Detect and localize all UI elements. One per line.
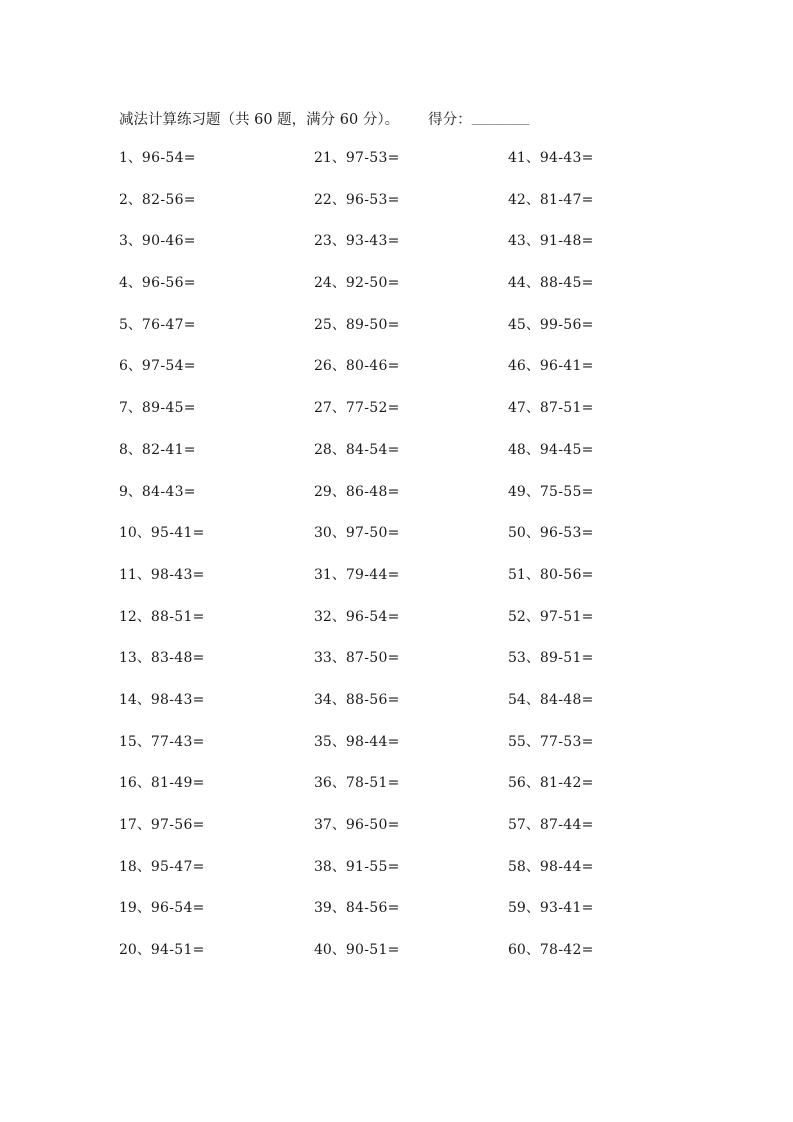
problem-item [314,311,504,353]
problem-separator: 、 [525,817,540,833]
problem-separator: 、 [525,566,540,583]
problem-separator: 、 [525,441,540,458]
problem-number: 51 [508,566,526,583]
worksheet-header [119,106,529,130]
problem-expression: 95-41= [150,525,205,542]
problem-expression: 83-48= [150,650,205,667]
problem-expression: 97-50= [345,525,400,542]
problem-expression: 96-54= [345,608,400,625]
problem-number: 2 [119,191,128,208]
problem-expression: 89-45= [141,400,196,417]
problem-item [508,728,698,770]
problem-expression: 93-41= [539,900,594,917]
problem-number: 58 [508,858,526,875]
problem-number: 32 [314,608,332,625]
problem-item [119,686,309,728]
problem-number: 30 [314,525,332,542]
problem-separator: 、 [127,316,142,333]
problem-number: 34 [314,691,332,708]
problem-expression: 82-56= [141,191,196,208]
problem-separator: 、 [127,358,142,375]
problem-item [508,936,698,978]
problem-separator: 、 [525,483,540,500]
problem-item [119,811,309,853]
problem-item [508,352,698,394]
problem-number: 55 [508,733,526,750]
problem-separator: 、 [331,650,346,667]
problem-separator: 、 [331,400,346,417]
problem-item [508,811,698,853]
problem-expression: 76-47= [141,316,196,333]
problem-item [314,811,504,853]
problem-item [314,936,504,978]
problem-item [119,436,309,478]
problem-number: 11 [119,566,137,583]
problem-separator: 、 [525,650,540,667]
problem-separator: 、 [331,691,346,708]
problem-expression: 87-44= [539,817,594,833]
problem-expression: 89-51= [539,650,594,667]
problem-number: 29 [314,483,332,500]
problem-separator: 、 [136,900,151,917]
problem-separator: 、 [525,358,540,375]
problem-column-1 [119,144,309,978]
problem-separator: 、 [331,775,346,792]
problem-number: 33 [314,650,332,667]
problem-separator: 、 [331,275,346,292]
problem-separator: 、 [127,233,142,250]
problem-expression: 92-50= [345,275,400,292]
problem-separator: 、 [525,275,540,292]
problem-item [508,519,698,561]
problem-expression: 81-49= [150,775,205,792]
problem-item [314,603,504,645]
problem-item [508,144,698,186]
problem-expression: 96-56= [141,275,196,292]
problem-item [314,394,504,436]
problem-separator: 、 [525,691,540,708]
problem-expression: 90-51= [345,942,400,959]
problem-item [119,728,309,770]
problem-item [119,227,309,269]
problem-number: 13 [119,650,137,667]
problem-expression: 77-53= [539,733,594,750]
problem-number: 21 [314,150,332,166]
problem-separator: 、 [331,233,346,250]
problem-item [119,519,309,561]
problem-separator: 、 [525,233,540,250]
problem-expression: 88-56= [345,691,400,708]
problem-expression: 84-43= [141,483,196,500]
problem-number: 17 [119,817,137,833]
problem-number: 25 [314,316,332,333]
problem-expression: 97-54= [141,358,196,375]
problem-separator: 、 [331,858,346,875]
problem-separator: 、 [525,900,540,917]
problem-item [508,894,698,936]
problem-item [508,311,698,353]
problem-expression: 91-55= [345,858,400,875]
problem-item [314,561,504,603]
problem-item [508,561,698,603]
problem-number: 39 [314,900,332,917]
problem-number: 47 [508,400,526,417]
problem-expression: 96-53= [539,525,594,542]
problem-item [314,269,504,311]
problem-item [314,894,504,936]
problem-number: 3 [119,233,128,250]
problem-number: 1 [119,150,128,166]
problem-separator: 、 [525,525,540,542]
problem-expression: 84-56= [345,900,400,917]
problem-separator: 、 [331,817,346,833]
worksheet-title: 减法计算练习题（共 60 题，满分 60 分）。 [119,111,400,128]
score-label: 得分： [428,111,472,128]
problem-expression: 91-48= [539,233,594,250]
problem-expression: 77-43= [150,733,205,750]
problem-separator: 、 [331,525,346,542]
problem-separator: 、 [525,775,540,792]
problem-expression: 81-47= [539,191,594,208]
problem-item [119,603,309,645]
problem-number: 16 [119,775,137,792]
problem-item [119,269,309,311]
problem-expression: 98-44= [539,858,594,875]
problem-separator: 、 [525,316,540,333]
problem-item [119,311,309,353]
problem-expression: 96-50= [345,817,400,833]
problem-expression: 80-56= [539,566,594,583]
problem-number: 10 [119,525,137,542]
problem-number: 44 [508,275,526,292]
problem-separator: 、 [136,650,151,667]
problem-number: 23 [314,233,332,250]
problem-separator: 、 [331,900,346,917]
problem-number: 56 [508,775,526,792]
problem-item [314,853,504,895]
problem-expression: 88-51= [150,608,205,625]
problem-item [314,227,504,269]
problem-separator: 、 [525,942,540,959]
problem-expression: 96-54= [141,150,196,166]
problem-item [314,769,504,811]
problem-separator: 、 [525,858,540,875]
problem-number: 49 [508,483,526,500]
problem-number: 57 [508,817,526,833]
problem-item [508,227,698,269]
problem-item [119,394,309,436]
problem-item [508,269,698,311]
problem-item [314,436,504,478]
problem-separator: 、 [127,441,142,458]
problem-expression: 89-50= [345,316,400,333]
problem-item [119,644,309,686]
problem-separator: 、 [331,358,346,375]
problem-number: 35 [314,733,332,750]
problem-item [119,769,309,811]
problem-expression: 94-51= [150,942,205,959]
problem-item [508,769,698,811]
problem-expression: 90-46= [141,233,196,250]
problem-expression: 97-56= [150,817,205,833]
problem-separator: 、 [525,400,540,417]
problem-number: 24 [314,275,332,292]
problem-number: 53 [508,650,526,667]
problem-number: 48 [508,441,526,458]
problem-number: 9 [119,483,128,500]
problem-expression: 98-44= [345,733,400,750]
problem-number: 50 [508,525,526,542]
problem-number: 4 [119,275,128,292]
problem-item [119,853,309,895]
problem-number: 46 [508,358,526,375]
problem-number: 12 [119,608,137,625]
problem-expression: 99-56= [539,316,594,333]
problem-expression: 86-48= [345,483,400,500]
problem-expression: 97-51= [539,608,594,625]
problem-separator: 、 [127,275,142,292]
problem-number: 19 [119,900,137,917]
problem-item [119,936,309,978]
problem-separator: 、 [136,566,151,583]
problem-number: 14 [119,691,137,708]
problem-separator: 、 [331,566,346,583]
problem-number: 36 [314,775,332,792]
problem-number: 42 [508,191,526,208]
problem-separator: 、 [136,817,151,833]
problem-item [314,728,504,770]
problem-expression: 75-55= [539,483,594,500]
score-blank: ________ [471,111,530,125]
problem-expression: 94-43= [539,150,594,166]
problem-number: 52 [508,608,526,625]
problem-item [314,644,504,686]
problem-expression: 84-54= [345,441,400,458]
problem-separator: 、 [525,733,540,750]
problem-number: 59 [508,900,526,917]
problem-separator: 、 [331,316,346,333]
problem-separator: 、 [331,441,346,458]
problem-separator: 、 [525,608,540,625]
problem-number: 15 [119,733,137,750]
problem-expression: 95-47= [150,858,205,875]
problem-separator: 、 [525,191,540,208]
problem-expression: 96-41= [539,358,594,375]
problem-expression: 78-51= [345,775,400,792]
problem-item [508,853,698,895]
problem-item [119,561,309,603]
problem-separator: 、 [331,483,346,500]
problem-expression: 93-43= [345,233,400,250]
problem-number: 27 [314,400,332,417]
problem-item [314,519,504,561]
problem-separator: 、 [136,608,151,625]
problem-column-2 [314,144,504,978]
problem-separator: 、 [127,400,142,417]
problem-number: 5 [119,316,128,333]
problem-separator: 、 [127,483,142,500]
problem-expression: 88-45= [539,275,594,292]
problem-item [508,644,698,686]
problem-item [119,186,309,228]
problem-item [508,394,698,436]
problem-expression: 81-42= [539,775,594,792]
problem-separator: 、 [136,525,151,542]
problem-number: 20 [119,942,137,959]
problem-separator: 、 [331,733,346,750]
problem-item [119,894,309,936]
problem-separator: 、 [127,150,142,166]
problem-expression: 96-54= [150,900,205,917]
problem-expression: 87-50= [345,650,400,667]
problem-number: 38 [314,858,332,875]
problem-item [314,686,504,728]
problem-number: 8 [119,441,128,458]
problem-expression: 94-45= [539,441,594,458]
problem-expression: 84-48= [539,691,594,708]
problem-item [314,186,504,228]
problem-separator: 、 [136,775,151,792]
problem-number: 28 [314,441,332,458]
problem-item [119,478,309,520]
problem-item [314,478,504,520]
problem-number: 43 [508,233,526,250]
problem-item [314,352,504,394]
problem-item [508,603,698,645]
problem-separator: 、 [525,150,540,166]
problem-separator: 、 [331,942,346,959]
problem-item [119,352,309,394]
problem-number: 41 [508,150,526,166]
problem-expression: 97-53= [345,150,400,166]
problem-item [508,478,698,520]
problem-separator: 、 [331,191,346,208]
problem-expression: 82-41= [141,441,196,458]
problem-number: 37 [314,817,332,833]
problem-number: 26 [314,358,332,375]
problem-number: 7 [119,400,128,417]
problem-expression: 96-53= [345,191,400,208]
problem-expression: 98-43= [150,566,205,583]
problem-item [314,144,504,186]
problem-number: 54 [508,691,526,708]
problem-number: 22 [314,191,332,208]
problem-separator: 、 [136,858,151,875]
problem-expression: 78-42= [539,942,594,959]
problem-item [508,186,698,228]
problem-item [508,436,698,478]
problem-separator: 、 [331,150,346,166]
problem-number: 31 [314,566,332,583]
problem-expression: 80-46= [345,358,400,375]
problem-separator: 、 [331,608,346,625]
problem-number: 60 [508,942,526,959]
problem-column-3 [508,144,698,978]
problem-number: 6 [119,358,128,375]
problem-separator: 、 [136,691,151,708]
problem-separator: 、 [127,191,142,208]
problem-expression: 77-52= [345,400,400,417]
problem-expression: 79-44= [345,566,400,583]
problem-expression: 87-51= [539,400,594,417]
problem-item [119,144,309,186]
problem-expression: 98-43= [150,691,205,708]
problem-separator: 、 [136,942,151,959]
problem-number: 18 [119,858,137,875]
problem-item [508,686,698,728]
problem-number: 45 [508,316,526,333]
problem-separator: 、 [136,733,151,750]
problem-number: 40 [314,942,332,959]
